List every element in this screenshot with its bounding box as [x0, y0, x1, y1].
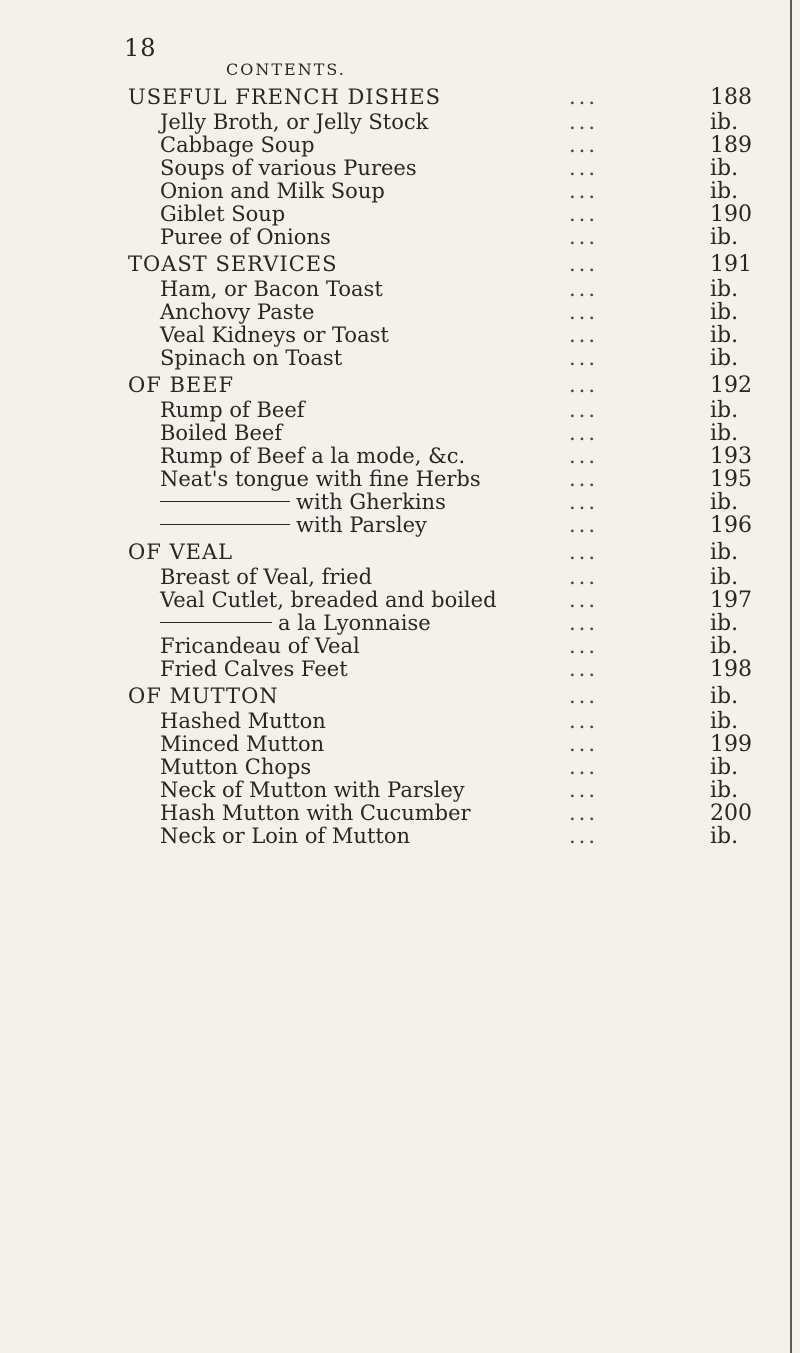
entry-title	[160, 779, 465, 802]
entry-title	[160, 514, 427, 537]
running-head: CONTENTS.	[226, 60, 346, 79]
toc-entry	[0, 111, 800, 134]
entry-text: Neck or Loin of Mutton	[160, 824, 410, 848]
entry-title	[160, 203, 285, 226]
entry-text: Boiled Beef	[160, 421, 283, 445]
dot-leader: ...	[568, 421, 598, 445]
entry-title	[160, 157, 417, 180]
toc-section-heading	[0, 253, 800, 278]
dot-leader: ...	[568, 513, 598, 537]
page-reference: ib.	[710, 156, 739, 181]
page-reference: ib.	[710, 634, 739, 659]
page-reference: 197	[710, 588, 752, 613]
toc-entry	[0, 802, 800, 825]
page-reference: ib.	[710, 824, 739, 849]
page-reference: ib.	[710, 300, 739, 325]
toc-entry	[0, 347, 800, 370]
toc-entry	[0, 710, 800, 733]
toc-section-heading	[0, 685, 800, 710]
entry-title	[160, 399, 305, 422]
entry-text: Breast of Veal, fried	[160, 565, 373, 589]
toc-entry	[0, 180, 800, 203]
dot-leader: ...	[568, 611, 598, 635]
ditto-dash	[160, 501, 290, 502]
toc-entry	[0, 658, 800, 681]
toc-entry	[0, 756, 800, 779]
toc-section-heading	[0, 374, 800, 399]
entry-text: Ham, or Bacon Toast	[160, 277, 383, 301]
page-reference: 199	[710, 732, 752, 757]
entry-title	[160, 226, 331, 249]
entry-title	[160, 491, 446, 514]
entry-title	[160, 589, 497, 612]
table-of-contents	[0, 86, 800, 848]
dot-leader: ...	[568, 225, 598, 249]
entry-title	[160, 658, 348, 681]
entry-title	[160, 756, 311, 779]
page-reference: ib.	[710, 421, 739, 446]
entry-title	[160, 324, 389, 347]
dot-leader: ...	[568, 398, 598, 422]
section-title: TOAST SERVICES	[128, 252, 338, 276]
toc-entry	[0, 324, 800, 347]
entry-text: Veal Cutlet, breaded and boiled	[160, 588, 497, 612]
page-reference: ib.	[710, 225, 739, 250]
dot-leader: ...	[568, 373, 598, 397]
entry-title	[160, 134, 315, 157]
page-reference: ib.	[710, 277, 739, 302]
entry-text: Neck of Mutton with Parsley	[160, 778, 465, 802]
page-reference: 192	[710, 373, 752, 398]
dot-leader: ...	[568, 588, 598, 612]
page-reference: ib.	[710, 709, 739, 734]
page-reference: 189	[710, 133, 752, 158]
dot-leader: ...	[568, 133, 598, 157]
entry-text: Minced Mutton	[160, 732, 325, 756]
entry-text: Fried Calves Feet	[160, 657, 348, 681]
page-reference: 196	[710, 513, 752, 538]
dot-leader: ...	[568, 565, 598, 589]
page-reference: ib.	[710, 398, 739, 423]
dot-leader: ...	[568, 778, 598, 802]
page-reference: ib.	[710, 611, 739, 636]
section-title: OF BEEF	[128, 373, 235, 397]
entry-text: Neat's tongue with fine Herbs	[160, 467, 481, 491]
dot-leader: ...	[568, 732, 598, 756]
toc-entry	[0, 468, 800, 491]
page-reference: ib.	[710, 755, 739, 780]
toc-entry	[0, 514, 800, 537]
entry-title	[160, 111, 428, 134]
toc-entry	[0, 203, 800, 226]
toc-entry	[0, 566, 800, 589]
dot-leader: ...	[568, 202, 598, 226]
dot-leader: ...	[568, 156, 598, 180]
entry-title	[160, 468, 481, 491]
ditto-dash	[160, 622, 272, 623]
page-reference: 198	[710, 657, 752, 682]
entry-text: Soups of various Purees	[160, 156, 417, 180]
page-number: 18	[124, 34, 157, 62]
ditto-dash	[160, 524, 290, 525]
page-reference: ib.	[710, 684, 739, 709]
dot-leader: ...	[568, 323, 598, 347]
entry-title	[160, 301, 314, 324]
entry-text: Onion and Milk Soup	[160, 179, 385, 203]
dot-leader: ...	[568, 110, 598, 134]
page-reference: ib.	[710, 346, 739, 371]
dot-leader: ...	[568, 85, 598, 109]
dot-leader: ...	[568, 490, 598, 514]
entry-title	[160, 710, 326, 733]
entry-title	[160, 445, 465, 468]
entry-text: Cabbage Soup	[160, 133, 315, 157]
dot-leader: ...	[568, 346, 598, 370]
page-reference: ib.	[710, 778, 739, 803]
section-title: OF VEAL	[128, 540, 234, 564]
toc-entry	[0, 157, 800, 180]
toc-entry	[0, 445, 800, 468]
dot-leader: ...	[568, 709, 598, 733]
entry-text: Hash Mutton with Cucumber	[160, 801, 471, 825]
entry-title	[160, 278, 383, 301]
entry-title	[160, 180, 385, 203]
section-title: OF MUTTON	[128, 684, 279, 708]
dot-leader: ...	[568, 684, 598, 708]
toc-entry	[0, 589, 800, 612]
entry-title	[160, 422, 282, 445]
entry-text: Rump of Beef a la mode, &c.	[160, 444, 466, 468]
entry-text: Jelly Broth, or Jelly Stock	[160, 110, 429, 134]
entry-title	[160, 612, 431, 635]
entry-text: Fricandeau of Veal	[160, 634, 360, 658]
entry-title	[160, 635, 360, 658]
entry-text: Spinach on Toast	[160, 346, 343, 370]
toc-entry	[0, 226, 800, 249]
entry-title	[160, 347, 342, 370]
section-title: USEFUL FRENCH DISHES	[128, 85, 441, 109]
page-reference: ib.	[710, 490, 739, 515]
page-reference: 188	[710, 85, 752, 110]
page-reference: 195	[710, 467, 752, 492]
page-reference: ib.	[710, 179, 739, 204]
dot-leader: ...	[568, 467, 598, 491]
toc-entry	[0, 825, 800, 848]
dot-leader: ...	[568, 755, 598, 779]
page-reference: ib.	[710, 540, 739, 565]
entry-title	[160, 733, 324, 756]
toc-entry	[0, 635, 800, 658]
page-reference: ib.	[710, 110, 739, 135]
entry-text: Mutton Chops	[160, 755, 312, 779]
page-reference: 190	[710, 202, 752, 227]
dot-leader: ...	[568, 277, 598, 301]
toc-entry	[0, 399, 800, 422]
page-reference: ib.	[710, 565, 739, 590]
toc-entry	[0, 491, 800, 514]
entry-text: with Gherkins	[296, 490, 446, 514]
dot-leader: ...	[568, 444, 598, 468]
toc-entry	[0, 278, 800, 301]
toc-entry	[0, 779, 800, 802]
dot-leader: ...	[568, 801, 598, 825]
entry-text: Anchovy Paste	[160, 300, 315, 324]
entry-title	[160, 825, 410, 848]
dot-leader: ...	[568, 179, 598, 203]
page-reference: 191	[710, 252, 752, 277]
entry-title	[160, 566, 372, 589]
toc-section-heading	[0, 541, 800, 566]
page-reference: ib.	[710, 323, 739, 348]
entry-text: Hashed Mutton	[160, 709, 326, 733]
entry-text: Veal Kidneys or Toast	[160, 323, 389, 347]
entry-text: Puree of Onions	[160, 225, 331, 249]
page-reference: 193	[710, 444, 752, 469]
page-reference: 200	[710, 801, 752, 826]
entry-text: Giblet Soup	[160, 202, 286, 226]
toc-entry	[0, 134, 800, 157]
entry-title	[160, 802, 471, 825]
dot-leader: ...	[568, 300, 598, 324]
toc-entry	[0, 301, 800, 324]
toc-entry	[0, 612, 800, 635]
toc-section-heading	[0, 86, 800, 111]
entry-text: Rump of Beef	[160, 398, 305, 422]
dot-leader: ...	[568, 634, 598, 658]
entry-text: a la Lyonnaise	[278, 611, 431, 635]
toc-entry	[0, 733, 800, 756]
dot-leader: ...	[568, 252, 598, 276]
dot-leader: ...	[568, 540, 598, 564]
entry-text: with Parsley	[296, 513, 427, 537]
dot-leader: ...	[568, 824, 598, 848]
toc-entry	[0, 422, 800, 445]
dot-leader: ...	[568, 657, 598, 681]
